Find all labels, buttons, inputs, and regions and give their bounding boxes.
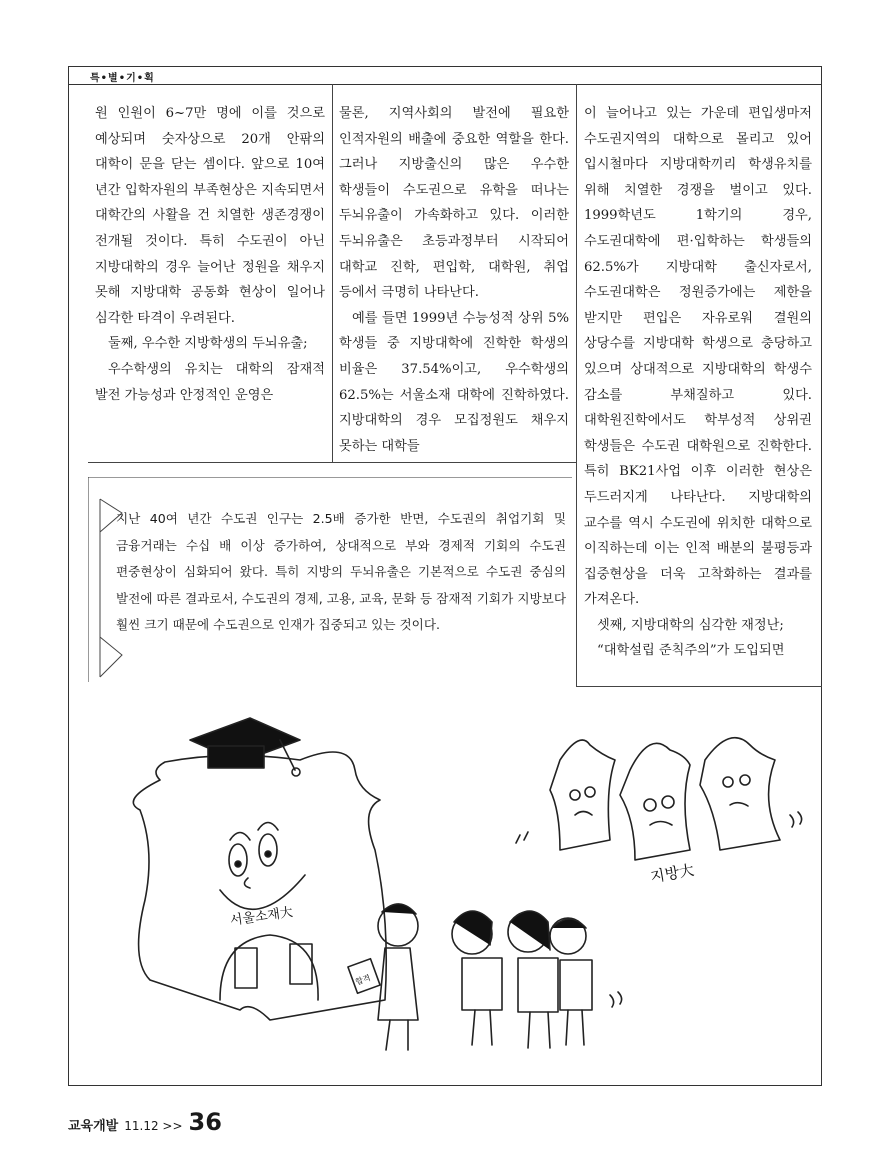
text-column-1 <box>95 101 325 408</box>
local-university-1 <box>550 740 615 850</box>
acceptance-ticket-label: 합격 <box>354 973 372 987</box>
column3-bottom-rule <box>576 686 822 687</box>
local-university-label: 지방大 <box>648 860 696 887</box>
paragraph: 우수학생의 유치는 대학의 잠재적 발전 가능성과 안정적인 운영은 <box>95 361 325 403</box>
issue-number: 11.12 >> <box>124 1119 183 1133</box>
paragraph: 원 인원이 6~7만 명에 이를 것으로 예상되며 숫자상으로 20개 안팎의 대학이 문을 닫는 셈이다. 앞으로 10여 년간 입학자원의 부족현상은 지속되면서 대학간의 사활을 건 치열한 생존경쟁이 전개될 것이다. 특히 수도권이 아닌 지방대학의 경우 늘어난 정원을 채우지 못해 지방대학 공동화 현상이 일어나 심각한 타격이 우려된다. <box>95 106 325 326</box>
paragraph: 물론, 지역사회의 발전에 필요한 인적자원의 배출에 중요한 역할을 한다. 그러나 지방출신의 많은 우수한 학생들이 수도권으로 유학을 떠나는 두뇌유출이 가속화하고 있다. 이러한 두뇌유출은 초등과정부터 시작되어 대학교 진학, 편입학, 대학원, 취업 등에서 극명히 나타난다. <box>339 106 569 301</box>
magazine-name: 교육개발 <box>68 1119 119 1134</box>
page-footer <box>68 1108 222 1136</box>
seoul-university-building <box>133 752 386 1020</box>
column-divider-2 <box>576 84 577 686</box>
cartoon-illustration <box>90 700 820 1080</box>
page-number: 36 <box>188 1108 222 1136</box>
subheading: 둘째, 우수한 지방학생의 두뇌유출; <box>108 336 308 352</box>
paragraph: 예를 들면 1999년 수능성적 상위 5% 학생들 중 지방대학에 진학한 학생의 비율은 37.54%이고, 우수학생의 62.5%는 서울소재 대학에 진학하였다. 지방대학의 경우 모집정원도 채우지 못하는 대학들 <box>339 310 569 454</box>
column-divider-1 <box>332 84 333 462</box>
local-university-3 <box>700 738 780 850</box>
section-tag: 특•별•기•획 <box>90 73 155 84</box>
seoul-university-label: 서울소재大 <box>229 905 294 929</box>
text-column-3 <box>584 101 812 664</box>
student-group <box>348 904 622 1050</box>
subheading: 셋째, 지방대학의 심각한 재정난; <box>597 617 784 633</box>
paragraph: 이 늘어나고 있는 가운데 편입생마저 수도권지역의 대학으로 몰리고 있어 입시철마다 지방대학끼리 학생유치를 위해 치열한 경쟁을 벌이고 있다. 1999학년도 1학기의 경우, 수도권대학에 편·입학하는 학생들의 62.5%가 지방대학 출신자로서, 수도권대학은 정원증가에는 제한을 받지만 편입은 자유로워 결원의 상당수를 지방대학 학생으로 충당하고 있으며 상대적으로 지방대학의 학생수 감소를 부채질하고 있다. 대학원진학에서도 학부성적 상위권 학생들은 수도권 대학원으로 진학한다. 특히 BK21사업 이후 이러한 현상은 두드러지게 나타난다. 지방대학의 교수를 역시 수도권에 위치한 대학으로 이직하는데 이는 인적 배분의 불평등과 집중현상을 더욱 고착화하는 결과를 가져온다. <box>584 106 812 608</box>
paragraph: “대학설립 준칙주의”가 도입되면 <box>597 643 785 659</box>
text-column-2 <box>339 101 569 459</box>
column-bottom-rule <box>88 462 576 463</box>
callout-text: 지난 40여 년간 수도권 인구는 2.5배 증가한 반면, 수도권의 취업기회 및 금융거래는 수십 배 이상 증가하여, 상대적으로 부와 경제적 기회의 수도권 편중현상이 심화되어 왔다. 특히 지방의 두뇌유출은 기본적으로 수도권 중심의 발전에 따른 결과로서, 수도권의 경제, 고용, 교육, 문화 등 잠재적 기회가 지방보다 훨씬 크기 때문에 수도권으로 인재가 집중되고 있는 것이다. <box>116 511 566 633</box>
header-rule <box>68 84 822 85</box>
